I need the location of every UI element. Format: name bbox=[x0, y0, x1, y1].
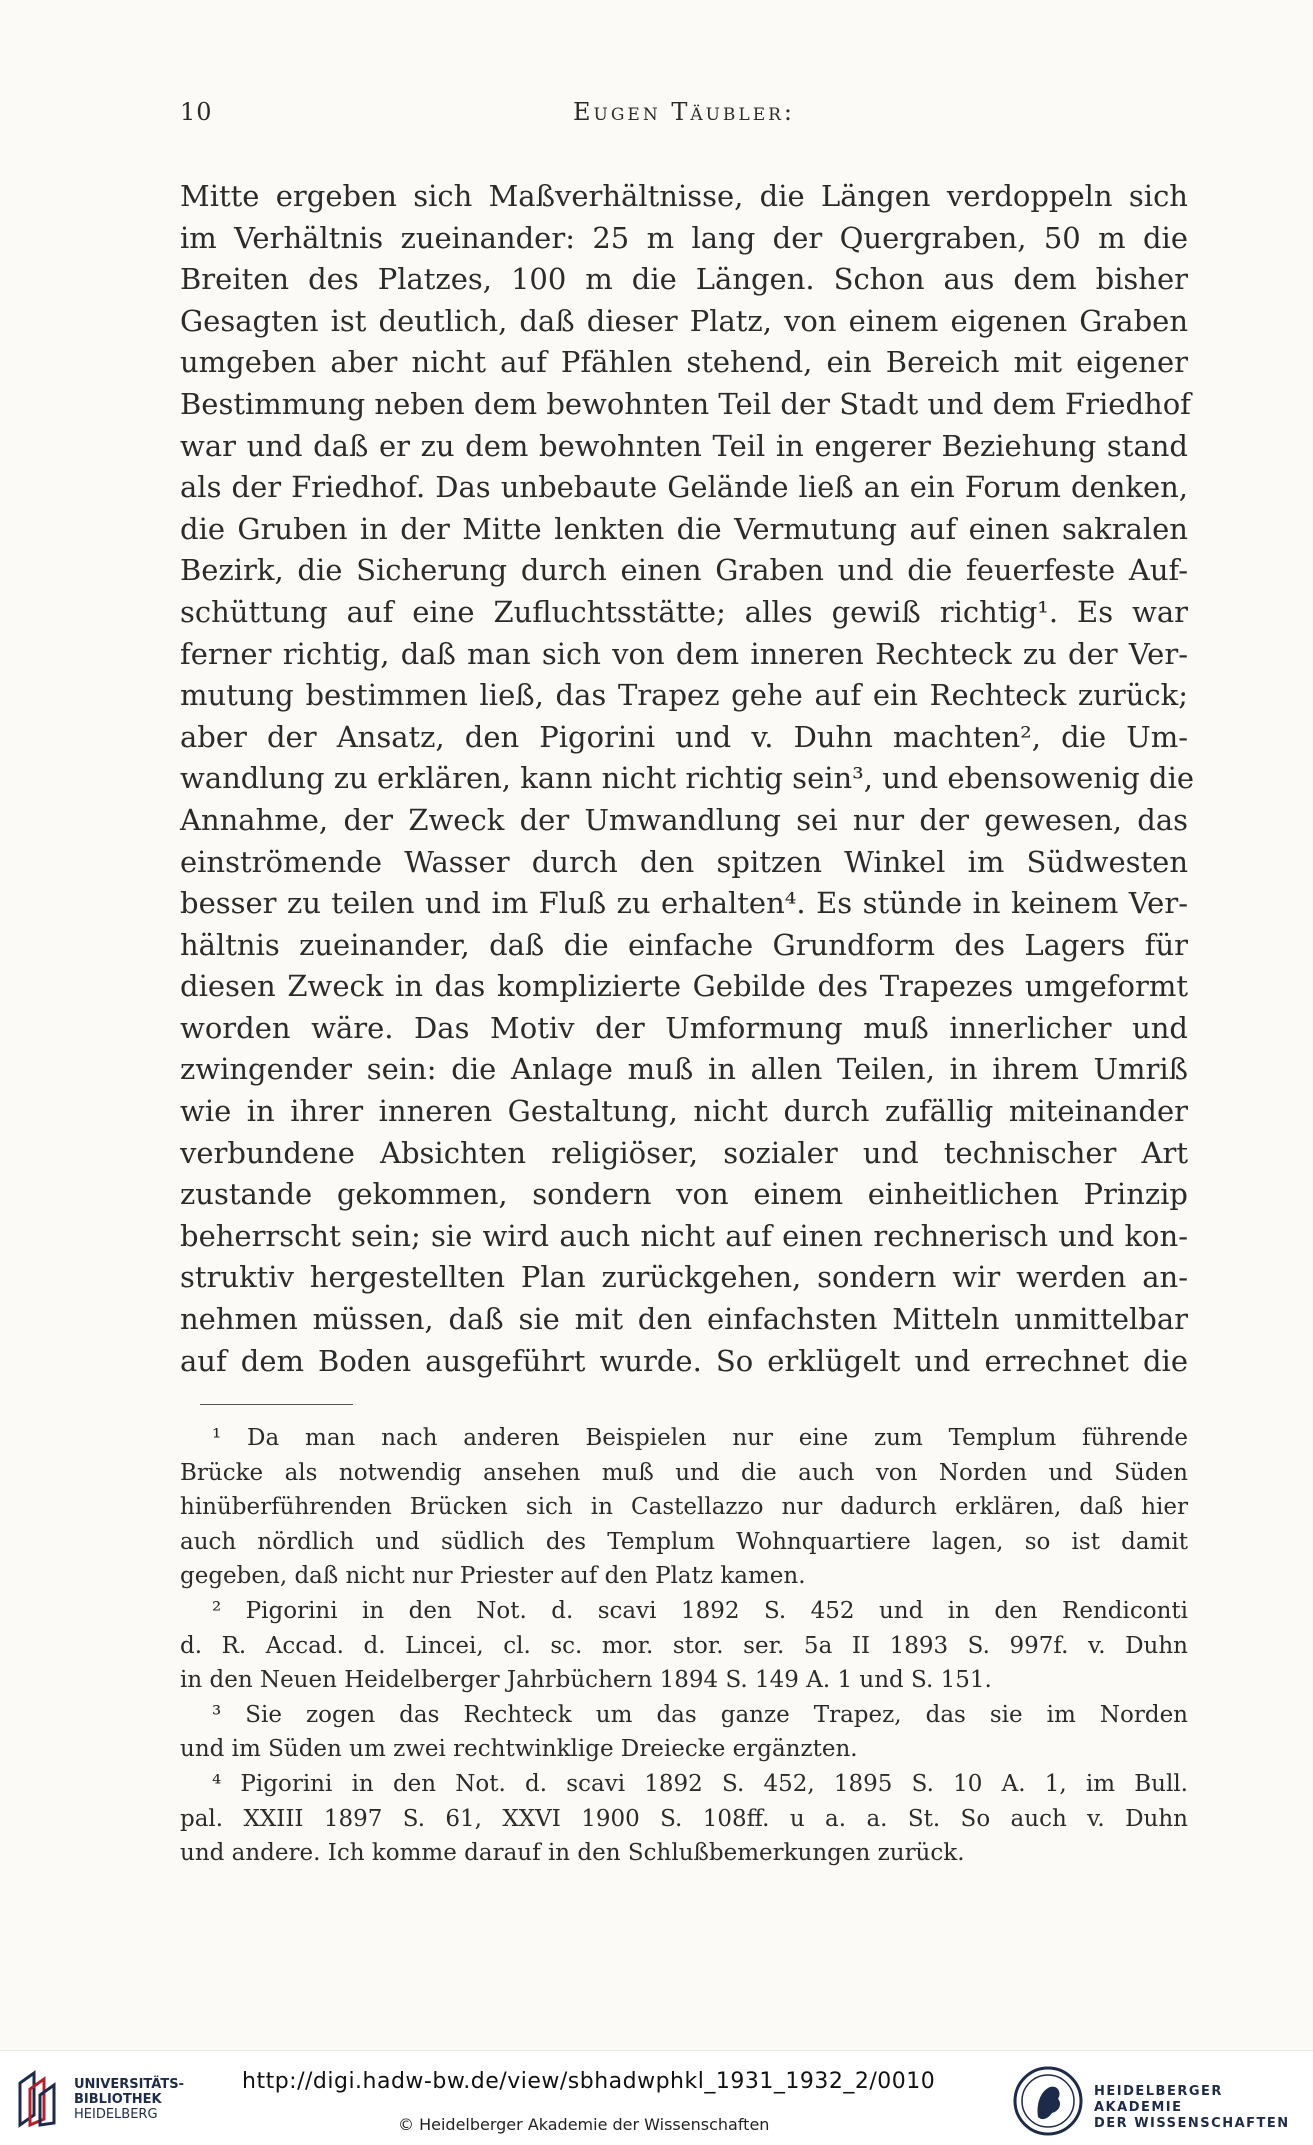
university-library-logo-icon bbox=[12, 2069, 62, 2129]
footnote-line: ² Pigorini in den Not. d. scavi 1892 S. 452 und in den Rendiconti bbox=[212, 1597, 1188, 1624]
body-line: verbundene Absichten religiöser, sozialer und technischer Art bbox=[180, 1135, 1188, 1170]
footnote-divider bbox=[200, 1404, 353, 1405]
body-line: ferner richtig, daß man sich von dem inneren Rechteck zu der Ver- bbox=[180, 636, 1188, 671]
footnote-line: d. R. Accad. d. Lincei, cl. sc. mor. stor. ser. 5a II 1893 S. 997f. v. Duhn bbox=[180, 1632, 1188, 1659]
footnote-line: hinüberführenden Brücken sich in Castellazzo nur dadurch erklären, daß hier bbox=[180, 1494, 1188, 1521]
body-line: diesen Zweck in das komplizierte Gebilde des Trapezes umgeformt bbox=[180, 969, 1188, 1004]
body-line: mutung bestimmen ließ, das Trapez gehe auf ein Rechteck zurück; bbox=[180, 678, 1188, 713]
body-line: Gesagten ist deutlich, daß dieser Platz, von einem eigenen Graben bbox=[180, 303, 1188, 338]
body-line: wandlung zu erklären, kann nicht richtig sein³, und ebensowenig die bbox=[180, 761, 1195, 796]
footnote-line: Brücke als notwendig ansehen muß und die auch von Norden und Süden bbox=[180, 1459, 1188, 1486]
body-line: zwingender sein: die Anlage muß in allen Teilen, in ihrem Umriß bbox=[180, 1052, 1188, 1087]
footnote-line: ¹ Da man nach anderen Beispielen nur eine zum Templum führende bbox=[212, 1425, 1188, 1451]
body-line: zustande gekommen, sondern von einem einheitlichen Prinzip bbox=[180, 1177, 1188, 1212]
academy-seal-icon bbox=[1012, 2065, 1084, 2137]
body-line: Mitte ergeben sich Maßverhältnisse, die Längen verdoppeln sich bbox=[180, 179, 1188, 213]
body-line: war und daß er zu dem bewohnten Teil in engerer Beziehung stand bbox=[180, 428, 1188, 463]
body-line: hältnis zueinander, daß die einfache Grundform des Lagers für bbox=[180, 927, 1188, 962]
body-line: die Gruben in der Mitte lenkten die Vermutung auf einen sakralen bbox=[180, 511, 1188, 546]
body-line: auf dem Boden ausgeführt wurde. So erklügelt und errechnet die bbox=[180, 1343, 1188, 1378]
body-line: besser zu teilen und im Fluß zu erhalten⁴. Es stünde in keinem Ver- bbox=[180, 886, 1188, 921]
footnote-line: ⁴ Pigorini in den Not. d. scavi 1892 S. 452, 1895 S. 10 A. 1, im Bull. bbox=[212, 1770, 1188, 1797]
body-line: als der Friedhof. Das unbebaute Gelände ließ an ein Forum denken, bbox=[180, 470, 1188, 505]
body-line: Bezirk, die Sicherung durch einen Graben und die feuerfeste Auf- bbox=[180, 553, 1188, 588]
body-line: Bestimmung neben dem bewohnten Teil der Stadt und dem Friedhof bbox=[180, 386, 1191, 421]
body-line: umgeben aber nicht auf Pfählen stehend, ein Bereich mit eigener bbox=[180, 345, 1188, 380]
body-line: Annahme, der Zweck der Umwandlung sei nur der gewesen, das bbox=[180, 802, 1188, 837]
footnote-line: in den Neuen Heidelberger Jahrbüchern 1894 S. 149 A. 1 und S. 151. bbox=[180, 1667, 992, 1694]
running-title: Eugen Täubler: bbox=[572, 98, 796, 126]
footnote-line: und im Süden um zwei rechtwinklige Dreiecke ergänzten. bbox=[180, 1736, 858, 1763]
body-line: nehmen müssen, daß sie mit den einfachsten Mitteln unmittelbar bbox=[180, 1302, 1188, 1337]
copyright-notice: © Heidelberger Akademie der Wissenschaften bbox=[398, 2115, 770, 2134]
page-header bbox=[180, 98, 1188, 138]
body-line: wie in ihrer inneren Gestaltung, nicht durch zufällig miteinander bbox=[180, 1094, 1188, 1129]
page-number: 10 bbox=[180, 98, 213, 126]
body-line: Breiten des Platzes, 100 m die Längen. Schon aus dem bisher bbox=[180, 262, 1188, 297]
footnote-line: ³ Sie zogen das Rechteck um das ganze Trapez, das sie im Norden bbox=[212, 1701, 1188, 1728]
footnote-line: und andere. Ich komme darauf in den Schlußbemerkungen zurück. bbox=[180, 1840, 965, 1867]
body-line: aber der Ansatz, den Pigorini und v. Duhn machten², die Um- bbox=[180, 719, 1188, 754]
footnote-line: pal. XXIII 1897 S. 61, XXVI 1900 S. 108ff. u a. a. St. So auch v. Duhn bbox=[180, 1805, 1188, 1832]
body-line: einströmende Wasser durch den spitzen Winkel im Südwesten bbox=[180, 844, 1188, 879]
body-line: struktiv hergestellten Plan zurückgehen, sondern wir werden an- bbox=[180, 1260, 1188, 1295]
footnote-line: auch nördlich und südlich des Templum Wohnquartiere lagen, so ist damit bbox=[180, 1528, 1188, 1555]
footnotes bbox=[180, 1421, 1188, 1871]
footer-bar bbox=[0, 2050, 1313, 2145]
body-line: worden wäre. Das Motiv der Umformung muß innerlicher und bbox=[180, 1010, 1188, 1045]
body-line: schüttung auf eine Zufluchtsstätte; alles gewiß richtig¹. Es war bbox=[180, 594, 1188, 629]
body-line: beherrscht sein; sie wird auch nicht auf einen rechnerisch und kon- bbox=[180, 1218, 1188, 1253]
main-text bbox=[180, 176, 1195, 1382]
footnote-line: gegeben, daß nicht nur Priester auf den Platz kamen. bbox=[180, 1563, 806, 1590]
body-line: im Verhältnis zueinander: 25 m lang der Quergraben, 50 m die bbox=[180, 220, 1188, 255]
university-library-name: UNIVERSITÄTS- BIBLIOTHEK HEIDELBERG bbox=[74, 2077, 184, 2122]
source-url-link[interactable]: http://digi.hadw-bw.de/view/sbhadwphkl_1931_1932_2/0010 bbox=[242, 2069, 936, 2094]
academy-name: HEIDELBERGER AKADEMIE DER WISSENSCHAFTEN bbox=[1094, 2084, 1290, 2131]
